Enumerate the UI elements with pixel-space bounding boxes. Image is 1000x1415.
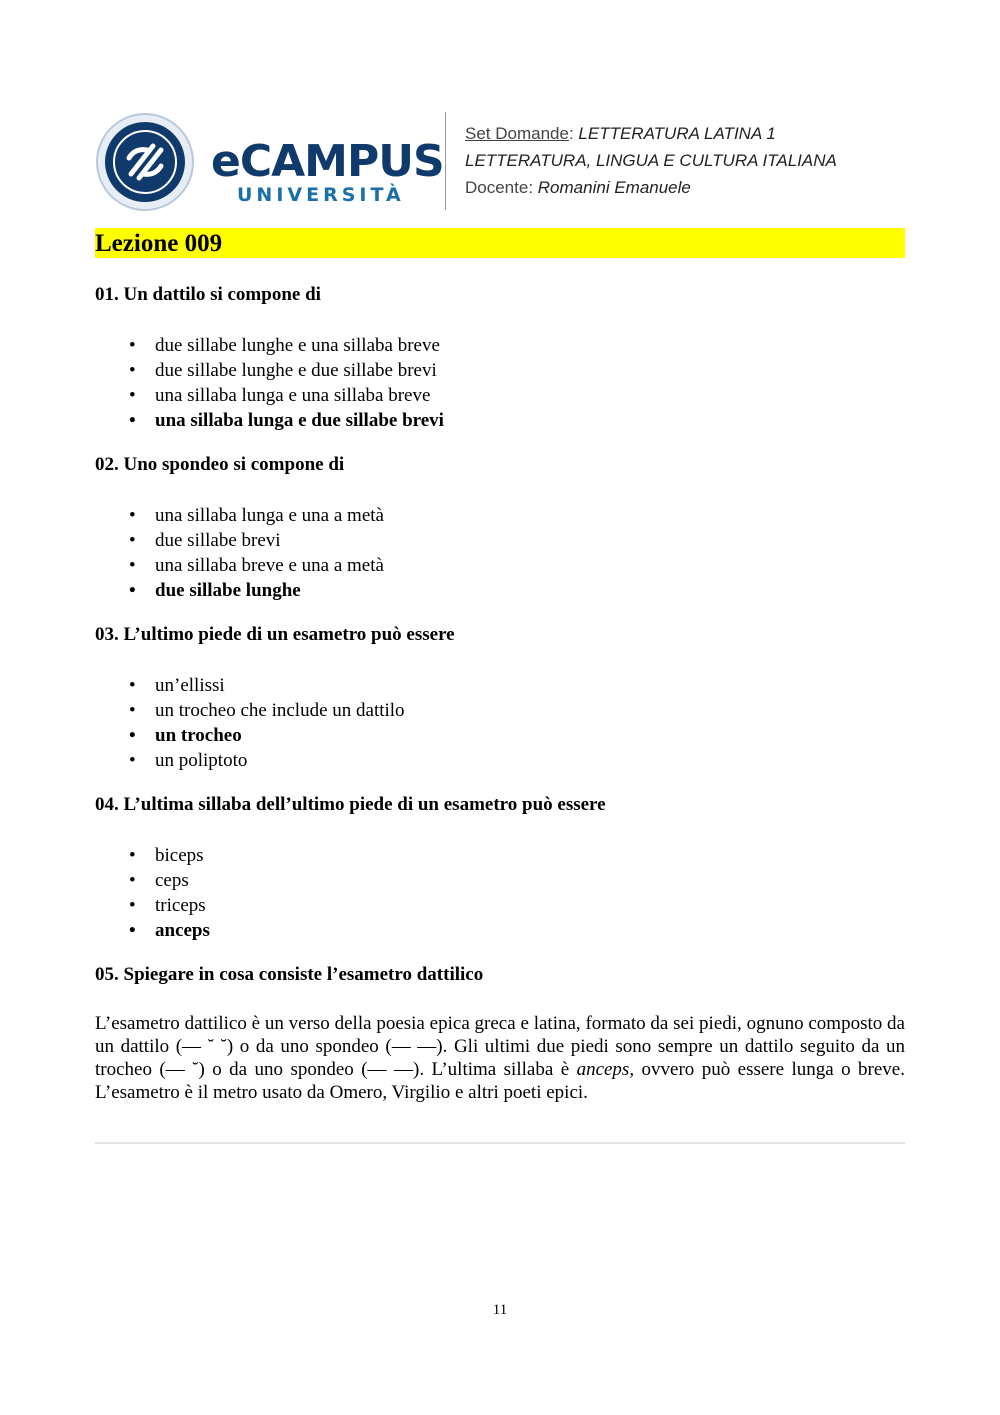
- answer-option: • due sillabe brevi: [95, 528, 905, 553]
- open-question-answer: [95, 1012, 905, 1104]
- answer-options: [95, 843, 905, 943]
- answer-text-1: L’esametro dattilico è un verso della poesia epica greca e latina, formato da sei piedi, ognuno composto da un dattilo (— ˘ ˘) o da uno spondeo (— —). Gli ultimi due piedi sono sempre un dattilo seguito da un trocheo (— ˘) o da uno spondeo (— —). L’ultima sillaba è: [95, 1013, 905, 1080]
- set-line: Set Domande: LETTERATURA LATINA 1: [465, 124, 776, 143]
- answer-option: • ceps: [95, 868, 905, 893]
- answer-option: • una sillaba lunga e una a metà: [95, 503, 905, 528]
- answer-options: [95, 673, 905, 773]
- set-value-2: LETTERATURA, LINGUA E CULTURA ITALIANA: [465, 151, 837, 170]
- answer-option: • triceps: [95, 893, 905, 918]
- set-value: LETTERATURA LATINA 1: [578, 124, 776, 143]
- document-header: [95, 112, 905, 217]
- answer-option: • due sillabe lunghe e una sillaba breve: [95, 333, 905, 358]
- correct-option: • anceps: [95, 918, 905, 943]
- answer-option: • una sillaba lunga e una sillaba breve: [95, 383, 905, 408]
- lesson-heading-bar: [95, 228, 905, 258]
- answer-options: [95, 503, 905, 603]
- correct-option: • una sillaba lunga e due sillabe brevi: [95, 408, 905, 433]
- logo-subtitle: UNIVERSITÀ: [237, 184, 405, 206]
- answer-option: • un trocheo che include un dattilo: [95, 698, 905, 723]
- question-title: 02. Uno spondeo si compone di: [95, 454, 345, 475]
- set-label: Set Domande: [465, 124, 569, 143]
- questions-body: [95, 283, 905, 1104]
- university-seal-icon: [95, 112, 195, 212]
- logo-wordmark: eCAMPUS: [211, 136, 444, 187]
- question-title: 03. L’ultimo piede di un esametro può essere: [95, 624, 455, 645]
- answer-text-2: , ovvero può essere lunga o breve. L’esametro è il metro usato da Omero, Virgilio e altri poeti epici.: [95, 1059, 905, 1103]
- answer-option: • un poliptoto: [95, 748, 905, 773]
- answer-options: [95, 333, 905, 433]
- multiple-choice-questions: [95, 283, 905, 943]
- answer-option: • un’ellissi: [95, 673, 905, 698]
- header-divider: [445, 112, 446, 210]
- teacher-label: Docente: [465, 178, 529, 197]
- teacher-line: Docente: Romanini Emanuele: [465, 178, 691, 197]
- answer-italic-term: anceps: [576, 1059, 630, 1080]
- lesson-title: Lezione 009: [95, 230, 223, 257]
- question-title: 01. Un dattilo si compone di: [95, 284, 321, 305]
- question-title: 04. L’ultima sillaba dell’ultimo piede di un esametro può essere: [95, 794, 606, 815]
- answer-option: • biceps: [95, 843, 905, 868]
- page-number: 11: [492, 1302, 508, 1318]
- correct-option: • un trocheo: [95, 723, 905, 748]
- answer-option: • due sillabe lunghe e due sillabe brevi: [95, 358, 905, 383]
- answer-option: • una sillaba breve e una a metà: [95, 553, 905, 578]
- correct-option: • due sillabe lunghe: [95, 578, 905, 603]
- footer-divider: [95, 1142, 905, 1144]
- course-info: [465, 120, 837, 201]
- teacher-value: Romanini Emanuele: [537, 178, 691, 197]
- open-question-title: 05. Spiegare in cosa consiste l’esametro dattilico: [95, 964, 484, 985]
- set-line-2: [465, 147, 837, 174]
